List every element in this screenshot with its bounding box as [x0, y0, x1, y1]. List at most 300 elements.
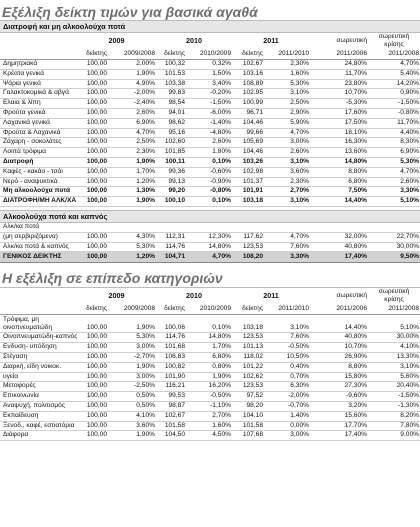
table-cell: 1,50%	[186, 69, 232, 79]
table-cell: 100,00	[77, 315, 108, 333]
column-header: 2010/2009	[186, 49, 232, 60]
table-cell: 100,00	[77, 242, 108, 252]
table-cell: -2,70%	[108, 352, 156, 362]
table-cell: 0,00%	[264, 421, 310, 431]
year-label: 2011	[263, 36, 279, 45]
table-cell: 101,22	[232, 362, 264, 372]
row-label: Αναψυχή, πολιτισμός	[0, 401, 77, 411]
table-cell: -6,00%	[186, 108, 232, 118]
table-cell: 100,00	[77, 157, 108, 167]
table-cell: 14,80%	[186, 242, 232, 252]
table-row	[0, 392, 420, 402]
table-row	[0, 333, 420, 343]
table-cell: 5,30%	[264, 79, 310, 89]
table-cell: 98,62	[156, 118, 186, 128]
table-cell: 1,60%	[186, 421, 232, 431]
row-label: Ελαια & λίπη	[0, 99, 77, 109]
table-cell: 100,00	[77, 69, 108, 79]
table-cell: 8,80%	[310, 167, 368, 177]
table-cell: 1,60%	[264, 69, 310, 79]
table-cell: 16,30%	[310, 138, 368, 148]
table-cell: 100,00	[77, 392, 108, 402]
row-label: (μη σερβιριζόμενα)	[0, 232, 77, 242]
table-cell: 100,00	[77, 372, 108, 382]
column-header: 2010/2009	[186, 304, 232, 315]
table-cell: 100,11	[156, 157, 186, 167]
table-cell: 99,66	[232, 128, 264, 138]
crisis-label: σωρευτική κρίσης	[378, 33, 410, 48]
table-cell: 40,80%	[310, 242, 368, 252]
table-cell: 4,70%	[368, 167, 420, 177]
row-label: Ψάρια γενικά	[0, 79, 77, 89]
table-row	[0, 421, 420, 431]
table-cell: 103,26	[232, 157, 264, 167]
blank-cell	[0, 304, 77, 315]
table-cell: 100,00	[77, 99, 108, 109]
table-cell: -2,40%	[108, 99, 156, 109]
table-cell: 1,20%	[108, 252, 156, 263]
table-cell: 9,00%	[368, 431, 420, 441]
table-cell: -5,30%	[310, 99, 368, 109]
table-cell: 101,53	[156, 69, 186, 79]
table-cell: 100,00	[77, 138, 108, 148]
table-cell: 99,53	[156, 392, 186, 402]
table-cell: 9,50%	[368, 252, 420, 263]
table-cell: 114,76	[156, 333, 186, 343]
row-label: Διάφορα	[0, 431, 77, 441]
column-header: 2011/2006	[310, 49, 368, 60]
table-cell: 117,62	[232, 232, 264, 242]
table-cell: 3,00%	[108, 343, 156, 353]
column-header: 2011/2008	[368, 304, 420, 315]
table-cell: 7,80%	[368, 421, 420, 431]
table-cell: 1,90%	[108, 157, 156, 167]
table-cell: 16,20%	[186, 382, 232, 392]
table-cell	[186, 223, 232, 232]
table-cell: 103,18	[232, 315, 264, 333]
table-row	[0, 99, 420, 109]
row-label: Νερό - αναψυκτικά	[0, 177, 77, 187]
table-cell: 99,83	[156, 89, 186, 99]
row-label: υγεία	[0, 372, 77, 382]
table-cell: 100,00	[77, 118, 108, 128]
table-cell: 15,60%	[310, 411, 368, 421]
table-row	[0, 431, 420, 441]
table-cell: 3,60%	[264, 167, 310, 177]
table-cell: 3,10%	[264, 197, 310, 207]
row-label: Φρούτα γενικά	[0, 108, 77, 118]
table-cell: 101,85	[156, 148, 186, 158]
table-cell: 0,80%	[186, 362, 232, 372]
table-row	[0, 108, 420, 118]
table-cell: 3,30%	[264, 252, 310, 263]
year-label: 2010	[186, 291, 202, 301]
table-row	[0, 89, 420, 99]
table-cell: 20,40%	[368, 382, 420, 392]
table-cell: 5,30%	[108, 242, 156, 252]
row-label: Εκπαίδευση	[0, 411, 77, 421]
table-cell: 100,32	[156, 60, 186, 70]
table-cell: -1,50%	[368, 392, 420, 402]
table-cell: 100,00	[77, 108, 108, 118]
table-cell: 8,30%	[368, 138, 420, 148]
table-cell: 123,53	[232, 382, 264, 392]
table-cell: -0,80%	[368, 108, 420, 118]
row-label: Κρέατα γενικά	[0, 69, 77, 79]
table-cell: 108,20	[232, 252, 264, 263]
table-cell: 3,30%	[368, 187, 420, 197]
table-cell: 98,54	[156, 99, 186, 109]
table-cell: 99,13	[156, 177, 186, 187]
table-cell: 1,90%	[108, 69, 156, 79]
table-cell: 101,58	[156, 421, 186, 431]
table-cell: 6,80%	[186, 352, 232, 362]
table-cell: 1,40%	[264, 411, 310, 421]
table-cell: 2,90%	[264, 108, 310, 118]
table-cell: 4,70%	[264, 128, 310, 138]
table-cell: 27,30%	[310, 382, 368, 392]
table-cell: 18,10%	[310, 128, 368, 138]
table-cell: -4,80%	[186, 128, 232, 138]
table-cell: 4,90%	[108, 79, 156, 89]
row-label: Καφές - κακάο - τσάι	[0, 167, 77, 177]
table-cell: 17,70%	[310, 421, 368, 431]
table-cell: 1,90%	[108, 315, 156, 333]
table-cell: 5,60%	[368, 372, 420, 382]
table-cell: 14,40%	[310, 315, 368, 333]
table-row	[0, 128, 420, 138]
table-cell: 0,90%	[368, 89, 420, 99]
categories-title: Η εξέλιξη σε επίπεδο κατηγοριών	[2, 270, 223, 287]
row-label: Φρούτα & Λαχανικά	[0, 128, 77, 138]
column-header-row	[0, 304, 420, 315]
table-cell: 17,40%	[310, 431, 368, 441]
table-cell: 2,60%	[186, 138, 232, 148]
table-cell: 5,90%	[264, 118, 310, 128]
table-cell: 10,70%	[310, 343, 368, 353]
table-cell: 101,37	[232, 177, 264, 187]
table-cell: 2,30%	[264, 60, 310, 70]
column-header: 2009/2008	[108, 49, 156, 60]
table-cell: 14,80%	[186, 333, 232, 343]
table-cell: 103,18	[232, 197, 264, 207]
row-label: Επικοινωνία	[0, 392, 77, 402]
table-cell: 0,50%	[108, 392, 156, 402]
table-cell: 95,16	[156, 128, 186, 138]
table-cell: 6,30%	[264, 382, 310, 392]
table-cell: 100,00	[77, 401, 108, 411]
crisis-label: σωρευτική κρίσης	[378, 288, 410, 304]
table-cell: 103,16	[232, 69, 264, 79]
table-cell: 104,46	[232, 148, 264, 158]
page-title: Εξέλιξη δείκτη τιμών για βασικά αγαθά	[2, 4, 258, 20]
table-cell: 1,70%	[186, 343, 232, 353]
table-cell: 104,46	[232, 118, 264, 128]
row-label: Μη αλκοολούχα ποτά	[0, 187, 77, 197]
table-cell: 17,50%	[310, 118, 368, 128]
table-cell: 100,00	[77, 148, 108, 158]
table-cell: 14,20%	[368, 79, 420, 89]
section-alcohol-heading: Αλκοολούχα ποτά και καπνός	[3, 211, 108, 221]
table-cell: 10,70%	[310, 89, 368, 99]
table-cell: 100,06	[156, 315, 186, 333]
table-cell: 3,10%	[264, 157, 310, 167]
row-label: Ζάχαρη - σοκολάτες	[0, 138, 77, 148]
table-cell	[264, 223, 310, 232]
table-cell: 108,89	[232, 79, 264, 89]
table-cell: 101,68	[156, 343, 186, 353]
table-cell: 102,67	[232, 60, 264, 70]
table-cell: 12,30%	[186, 232, 232, 242]
table-cell: 2,60%	[264, 148, 310, 158]
year-header	[0, 288, 420, 305]
cumulative-label: σωρευτική	[336, 37, 367, 44]
table-cell: 100,00	[77, 362, 108, 372]
table-cell: 123,53	[232, 242, 264, 252]
column-header: δείκτης	[232, 304, 264, 315]
table-cell: 3,00%	[264, 138, 310, 148]
row-label: ΔΙΑΤΡΟΦΗ/ΜΗ ΑΛΚ/ΧΑ	[0, 197, 77, 207]
table-cell: 97,52	[232, 392, 264, 402]
table-row	[0, 69, 420, 79]
table-cell: -0,90%	[186, 177, 232, 187]
table-cell: 8,80%	[310, 362, 368, 372]
table-cell: -0,20%	[186, 89, 232, 99]
table-cell: 100,00	[77, 79, 108, 89]
alcohol-table	[0, 223, 420, 263]
table-cell: 123,53	[232, 333, 264, 343]
table-cell: 0,40%	[264, 362, 310, 372]
table-row	[0, 60, 420, 70]
table-cell	[368, 223, 420, 232]
table-cell: -1,50%	[186, 99, 232, 109]
table-cell: 6,90%	[368, 148, 420, 158]
table-cell: 107,68	[232, 431, 264, 441]
total-row	[0, 252, 420, 263]
table-cell: -2,00%	[108, 89, 156, 99]
table-cell: 94,01	[156, 108, 186, 118]
table-cell: -0,80%	[186, 187, 232, 197]
food-table	[0, 33, 420, 207]
row-label: Διατροφή	[0, 157, 77, 167]
table-row	[0, 148, 420, 158]
table-cell: 100,00	[77, 343, 108, 353]
table-row	[0, 232, 420, 242]
categories-table	[0, 287, 420, 441]
column-header: 2009/2008	[108, 304, 156, 315]
table-cell: 112,31	[156, 232, 186, 242]
table-row	[0, 79, 420, 89]
table-cell: 2,50%	[108, 138, 156, 148]
table-row	[0, 362, 420, 372]
column-header: 2011/2010	[264, 304, 310, 315]
table-cell: 3,40%	[186, 79, 232, 89]
table-cell: 100,00	[77, 167, 108, 177]
table-cell: -0,50%	[264, 343, 310, 353]
table-cell: -0,60%	[186, 167, 232, 177]
row-label: ΓΕΝΙΚΟΣ ΔΕΙΚΤΗΣ	[0, 252, 77, 263]
table-row	[0, 352, 420, 362]
year-label: 2010	[186, 36, 202, 45]
table-cell: 1,90%	[186, 372, 232, 382]
cumulative-label: σωρευτική	[336, 292, 367, 300]
table-cell: 100,82	[156, 362, 186, 372]
table-cell: 2,30%	[264, 177, 310, 187]
table-cell: 26,90%	[310, 352, 368, 362]
table-cell: 7,50%	[310, 187, 368, 197]
table-cell: 106,83	[156, 352, 186, 362]
table-cell: 17,40%	[310, 252, 368, 263]
table-cell: 10,50%	[264, 352, 310, 362]
row-label: Ενδυση- υπόδηση	[0, 343, 77, 353]
table-cell: 13,60%	[310, 148, 368, 158]
table-cell: 102,95	[232, 89, 264, 99]
table-cell: 1,80%	[186, 148, 232, 158]
table-cell: 98,87	[156, 401, 186, 411]
column-header: δείκτης	[77, 49, 108, 60]
table-cell: 101,90	[156, 372, 186, 382]
table-cell	[108, 223, 156, 232]
table-cell: 0,32%	[186, 60, 232, 70]
table-cell: 15,80%	[310, 372, 368, 382]
table-cell: 101,58	[232, 421, 264, 431]
table-cell: 3,10%	[368, 362, 420, 372]
table-row	[0, 187, 420, 197]
table-cell: 100,00	[77, 382, 108, 392]
table-cell: 7,60%	[264, 333, 310, 343]
row-label: Μεταφορές	[0, 382, 77, 392]
table-cell: 14,80%	[310, 157, 368, 167]
table-cell: 100,99	[232, 99, 264, 109]
table-cell: 30,00%	[368, 242, 420, 252]
table-cell: 17,60%	[310, 108, 368, 118]
section-alcohol	[0, 210, 420, 223]
table-cell: -9,60%	[310, 392, 368, 402]
table-cell: 100,00	[77, 232, 108, 242]
table-cell: -0,50%	[186, 392, 232, 402]
table-cell: 0,10%	[186, 197, 232, 207]
table-cell: 116,21	[156, 382, 186, 392]
row-label: Λοιπά τρόφιμα	[0, 148, 77, 158]
table-row	[0, 411, 420, 421]
table-cell: 100,00	[77, 177, 108, 187]
blank-cell	[0, 33, 77, 49]
table-cell: 30,00%	[368, 333, 420, 343]
column-header: δείκτης	[156, 304, 186, 315]
table-cell: 1,90%	[108, 362, 156, 372]
table-cell: 2,00%	[108, 60, 156, 70]
column-header: δείκτης	[77, 304, 108, 315]
table-row	[0, 382, 420, 392]
table-row	[0, 223, 420, 232]
table-row	[0, 343, 420, 353]
table-cell: 103,38	[156, 79, 186, 89]
table-row	[0, 138, 420, 148]
table-cell: 4,70%	[264, 232, 310, 242]
table-row	[0, 372, 420, 382]
table-cell: 4,70%	[186, 252, 232, 263]
table-cell: 14,40%	[310, 197, 368, 207]
table-cell: 100,00	[77, 89, 108, 99]
column-header-row	[0, 49, 420, 60]
table-cell: 98,20	[232, 401, 264, 411]
table-cell: 2,60%	[368, 177, 420, 187]
table-cell: 1,20%	[108, 177, 156, 187]
table-cell: 114,76	[156, 242, 186, 252]
table-row	[0, 177, 420, 187]
column-header: δείκτης	[156, 49, 186, 60]
table-cell: 3,20%	[310, 401, 368, 411]
table-cell: 1,30%	[108, 187, 156, 197]
table-cell: 6,80%	[310, 177, 368, 187]
table-cell: 101,91	[232, 187, 264, 197]
table-cell: 0,70%	[264, 372, 310, 382]
table-cell: 32,00%	[310, 232, 368, 242]
row-label: Οινοπνευματώδη-καπνός	[0, 333, 77, 343]
table-cell: 100,00	[77, 333, 108, 343]
table-cell: 5,10%	[368, 197, 420, 207]
table-cell: 2,30%	[108, 148, 156, 158]
table-cell: 1,70%	[108, 167, 156, 177]
table-cell: 105,69	[232, 138, 264, 148]
table-row	[0, 197, 420, 207]
table-cell: 6,90%	[108, 118, 156, 128]
table-cell: 4,70%	[368, 60, 420, 70]
table-cell: 96,71	[232, 108, 264, 118]
table-cell: 11,70%	[368, 118, 420, 128]
table-cell: 24,80%	[310, 60, 368, 70]
table-row	[0, 118, 420, 128]
table-cell: 102,60	[156, 138, 186, 148]
table-cell	[310, 223, 368, 232]
table-cell: 23,80%	[310, 79, 368, 89]
table-cell: 118,02	[232, 352, 264, 362]
table-cell: 102,67	[156, 411, 186, 421]
table-cell: 4,10%	[108, 411, 156, 421]
table-cell: 100,00	[77, 60, 108, 70]
row-label: Διαρκή, είδη νοικοκ.	[0, 362, 77, 372]
table-cell: 5,10%	[368, 315, 420, 333]
table-cell: 2,70%	[186, 411, 232, 421]
table-cell: 2,60%	[108, 108, 156, 118]
table-cell: 0,10%	[186, 157, 232, 167]
column-header: 2011/2006	[310, 304, 368, 315]
table-cell: -1,30%	[368, 401, 420, 411]
table-cell: 4,30%	[108, 232, 156, 242]
table-cell: 100,10	[156, 197, 186, 207]
table-cell: 3,60%	[108, 421, 156, 431]
table-cell: -2,50%	[108, 382, 156, 392]
row-label: Γαλακτοκομικά & αβγά	[0, 89, 77, 99]
table-cell: 104,71	[156, 252, 186, 263]
column-header: 2011/2008	[368, 49, 420, 60]
table-cell: 104,10	[232, 411, 264, 421]
table-cell: 4,50%	[186, 431, 232, 441]
blank-cell	[0, 288, 77, 305]
table-cell	[77, 223, 108, 232]
table-row	[0, 242, 420, 252]
table-cell: 102,98	[232, 167, 264, 177]
table-cell: 104,50	[156, 431, 186, 441]
table-row	[0, 315, 420, 333]
table-cell: 1,90%	[108, 431, 156, 441]
table-cell: 40,80%	[310, 333, 368, 343]
table-cell: 0,50%	[108, 401, 156, 411]
table-cell: 0,10%	[186, 315, 232, 333]
table-cell: 3,00%	[108, 372, 156, 382]
year-header	[0, 33, 420, 49]
table-cell: 1,90%	[108, 197, 156, 207]
